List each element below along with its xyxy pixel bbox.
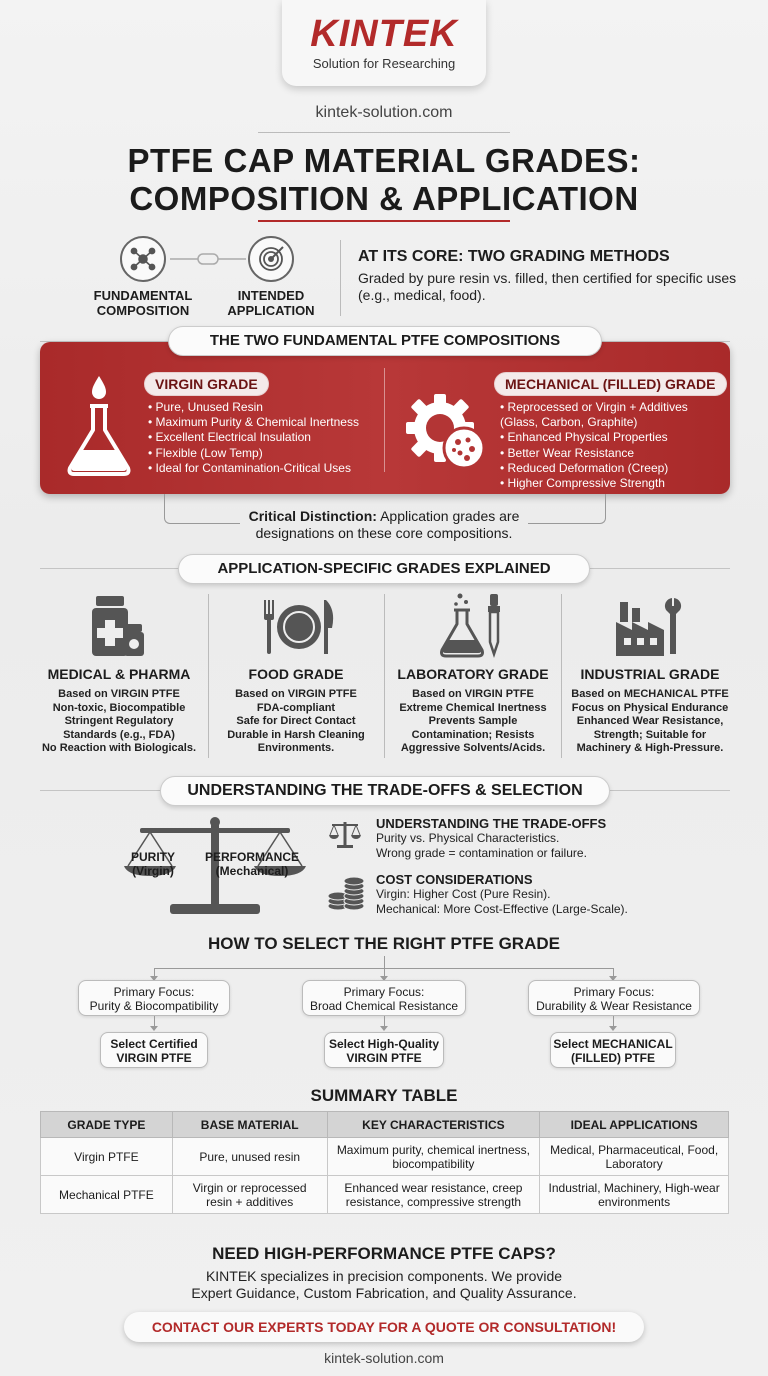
selection-heading: HOW TO SELECT THE RIGHT PTFE GRADE <box>208 934 560 953</box>
grade-title-food: FOOD GRADE <box>248 666 344 682</box>
list-item: • Higher Compressive Strength <box>500 476 722 491</box>
grade-line: Aggressive Solvents/Acids. <box>400 742 546 755</box>
method-label-composition: FUNDAMENTAL COMPOSITION <box>93 288 193 318</box>
brand-name: KINTEK <box>310 13 458 55</box>
list-item: • Reprocessed or Virgin + Additives (Glass, Carbon, Graphite) <box>500 400 722 430</box>
scale-label-purity <box>122 850 184 878</box>
grade-line: Contamination; Resists <box>411 728 535 741</box>
logo <box>282 0 486 86</box>
grade-line: Based on VIRGIN PTFE <box>412 688 534 700</box>
page-title <box>0 142 768 218</box>
grade-line: Stringent Regulatory <box>64 715 174 728</box>
connector <box>154 1016 155 1026</box>
divider <box>208 594 209 758</box>
trade-text <box>376 831 587 861</box>
table-cell: Mechanical PTFE <box>41 1176 173 1214</box>
result-text: VIRGIN PTFE <box>346 1051 422 1065</box>
table-cell: Industrial, Machinery, High-wear environments <box>540 1176 729 1214</box>
gear-icon <box>402 388 488 474</box>
focus-box-durability <box>528 980 700 1016</box>
connector <box>613 968 614 976</box>
grade-line: Enhanced Wear Resistance, <box>576 715 724 728</box>
grade-line: No Reaction with Biologicals. <box>41 742 197 755</box>
result-box-virgin-high-quality <box>324 1032 444 1068</box>
distinction-line-2: designations on these core compositions. <box>255 525 513 541</box>
focus-text: Purity & Biocompatibility <box>89 999 219 1013</box>
link-connector <box>170 252 246 266</box>
coins-icon <box>326 872 366 912</box>
connector <box>613 1016 614 1026</box>
list-item: • Flexible (Low Temp) <box>148 446 378 461</box>
result-text: VIRGIN PTFE <box>116 1051 192 1065</box>
grade-line: Extreme Chemical Inertness <box>399 701 547 714</box>
scale-small-icon <box>328 820 362 850</box>
divider <box>384 368 385 472</box>
divider <box>384 594 385 758</box>
grade-text-industrial <box>565 688 735 756</box>
compositions-heading: THE TWO FUNDAMENTAL PTFE COMPOSITIONS <box>168 326 602 356</box>
scale-label-line: PERFORMANCE <box>204 850 299 864</box>
connector <box>154 968 155 976</box>
scale-label-performance <box>204 850 300 878</box>
arrow <box>150 1026 158 1031</box>
footer-text <box>0 1268 768 1302</box>
trade-line: Wrong grade = contamination or failure. <box>376 846 587 860</box>
focus-label: Primary Focus: <box>343 985 425 999</box>
grade-line: Prevents Sample <box>428 715 518 728</box>
table-cell: Enhanced wear resistance, creep resistance, compressive strength <box>327 1176 540 1214</box>
focus-label: Primary Focus: <box>113 985 195 999</box>
focus-box-purity <box>78 980 230 1016</box>
title-line-1: PTFE CAP MATERIAL GRADES: <box>127 142 641 179</box>
list-item: • Ideal for Contamination-Critical Uses <box>148 461 378 476</box>
result-text: (FILLED) PTFE <box>571 1051 655 1065</box>
virgin-grade-label: VIRGIN GRADE <box>144 372 269 396</box>
result-box-mechanical <box>550 1032 676 1068</box>
site-url-bottom[interactable]: kintek-solution.com <box>324 1350 444 1366</box>
cost-text <box>376 887 628 917</box>
core-heading: AT ITS CORE: TWO GRADING METHODS <box>358 248 670 265</box>
divider <box>340 240 341 316</box>
grade-line: Based on VIRGIN PTFE <box>58 688 180 700</box>
molecule-icon <box>120 236 166 282</box>
grade-line: Strength; Suitable for <box>593 728 707 741</box>
summary-heading: SUMMARY TABLE <box>310 1086 458 1105</box>
distinction-bold: Critical Distinction: <box>248 508 377 524</box>
grade-line: Standards (e.g., FDA) <box>63 728 175 741</box>
result-text: Select Certified <box>110 1037 198 1051</box>
arrow <box>609 1026 617 1031</box>
table-cell: Pure, unused resin <box>172 1138 327 1176</box>
summary-table <box>40 1111 729 1214</box>
flask-icon <box>62 372 136 478</box>
target-icon <box>248 236 294 282</box>
list-item: • Enhanced Physical Properties <box>500 430 722 445</box>
contact-cta-button[interactable]: CONTACT OUR EXPERTS TODAY FOR A QUOTE OR CONSULTATION! <box>124 1312 644 1342</box>
arrow <box>380 1026 388 1031</box>
core-text: Graded by pure resin vs. filled, then certified for specific uses (e.g., medical, food). <box>358 270 737 303</box>
brand-tagline: Solution for Researching <box>312 56 456 71</box>
tradeoffs-heading: UNDERSTANDING THE TRADE-OFFS & SELECTION <box>160 776 610 806</box>
grade-text-medical <box>34 688 204 756</box>
grade-line: Non-toxic, Biocompatible <box>52 701 186 714</box>
grade-title-medical: MEDICAL & PHARMA <box>47 666 191 682</box>
footer-heading: NEED HIGH-PERFORMANCE PTFE CAPS? <box>212 1244 556 1263</box>
virgin-grade-list <box>148 400 378 476</box>
trade-line: Purity vs. Physical Characteristics. <box>376 831 560 845</box>
grade-text-food <box>211 688 381 756</box>
column-header: IDEAL APPLICATIONS <box>540 1112 729 1138</box>
grade-line: Focus on Physical Endurance <box>571 701 729 714</box>
table-cell: Maximum purity, chemical inertness, biocompatibility <box>327 1138 540 1176</box>
table-row <box>41 1176 729 1214</box>
grade-line: FDA-compliant <box>256 701 336 714</box>
cost-line: Virgin: Higher Cost (Pure Resin). <box>376 887 551 901</box>
result-text: Select MECHANICAL <box>553 1037 673 1051</box>
grade-line: Durable in Harsh Cleaning <box>227 728 365 741</box>
table-cell: Virgin PTFE <box>41 1138 173 1176</box>
list-item: • Excellent Electrical Insulation <box>148 430 378 445</box>
divider <box>258 132 510 133</box>
critical-distinction <box>0 508 768 542</box>
mechanical-grade-label: MECHANICAL (FILLED) GRADE <box>494 372 727 396</box>
divider <box>561 594 562 758</box>
site-url-top[interactable]: kintek-solution.com <box>315 104 453 121</box>
scale-label-line: (Mechanical) <box>215 864 289 878</box>
list-item: • Maximum Purity & Chemical Inertness <box>148 415 378 430</box>
table-row <box>41 1138 729 1176</box>
focus-label: Primary Focus: <box>573 985 655 999</box>
factory-wrench-icon <box>614 594 684 658</box>
connector <box>384 1016 385 1026</box>
column-header: KEY CHARACTERISTICS <box>327 1112 540 1138</box>
list-item: • Pure, Unused Resin <box>148 400 378 415</box>
title-line-2: COMPOSITION & APPLICATION <box>129 180 639 217</box>
column-header: BASE MATERIAL <box>172 1112 327 1138</box>
column-header: GRADE TYPE <box>41 1112 173 1138</box>
lab-flask-icon <box>436 592 508 658</box>
table-cell: Virgin or reprocessed resin + additives <box>172 1176 327 1214</box>
focus-text: Broad Chemical Resistance <box>309 999 459 1013</box>
title-underline <box>258 220 510 222</box>
scale-label-line: (Virgin) <box>132 864 174 878</box>
grade-line: Based on MECHANICAL PTFE <box>571 688 729 700</box>
mechanical-grade-list <box>500 400 722 491</box>
grade-line: Based on VIRGIN PTFE <box>235 688 357 700</box>
grade-line: Machinery & High-Pressure. <box>576 742 724 755</box>
cost-title: COST CONSIDERATIONS <box>376 872 533 887</box>
plate-cutlery-icon <box>258 598 338 656</box>
focus-box-chemical <box>302 980 466 1016</box>
connector <box>384 968 385 976</box>
table-header-row <box>41 1112 729 1138</box>
cost-line: Mechanical: More Cost-Effective (Large-Scale). <box>376 902 628 916</box>
list-item: • Better Wear Resistance <box>500 446 722 461</box>
grade-title-laboratory: LABORATORY GRADE <box>397 666 549 682</box>
table-cell: Medical, Pharmaceutical, Food, Laboratory <box>540 1138 729 1176</box>
result-box-virgin-certified <box>100 1032 208 1068</box>
medicine-bottle-icon <box>88 594 148 658</box>
grade-title-industrial: INDUSTRIAL GRADE <box>580 666 720 682</box>
connector <box>384 956 385 968</box>
footer-line: KINTEK specializes in precision components. We provide <box>205 1268 563 1284</box>
grade-line: Safe for Direct Contact <box>236 715 356 728</box>
list-item: • Reduced Deformation (Creep) <box>500 461 722 476</box>
distinction-line-1: Application grades are <box>376 508 520 524</box>
result-text: Select High-Quality <box>328 1037 440 1051</box>
grade-line: Environments. <box>257 742 335 755</box>
grade-text-laboratory <box>388 688 558 756</box>
footer-line: Expert Guidance, Custom Fabrication, and Quality Assurance. <box>191 1285 577 1301</box>
trade-title: UNDERSTANDING THE TRADE-OFFS <box>376 816 607 831</box>
method-label-application: INTENDED APPLICATION <box>227 288 315 318</box>
applications-heading: APPLICATION-SPECIFIC GRADES EXPLAINED <box>178 554 590 584</box>
scale-label-line: PURITY <box>130 850 175 864</box>
focus-text: Durability & Wear Resistance <box>536 999 692 1013</box>
